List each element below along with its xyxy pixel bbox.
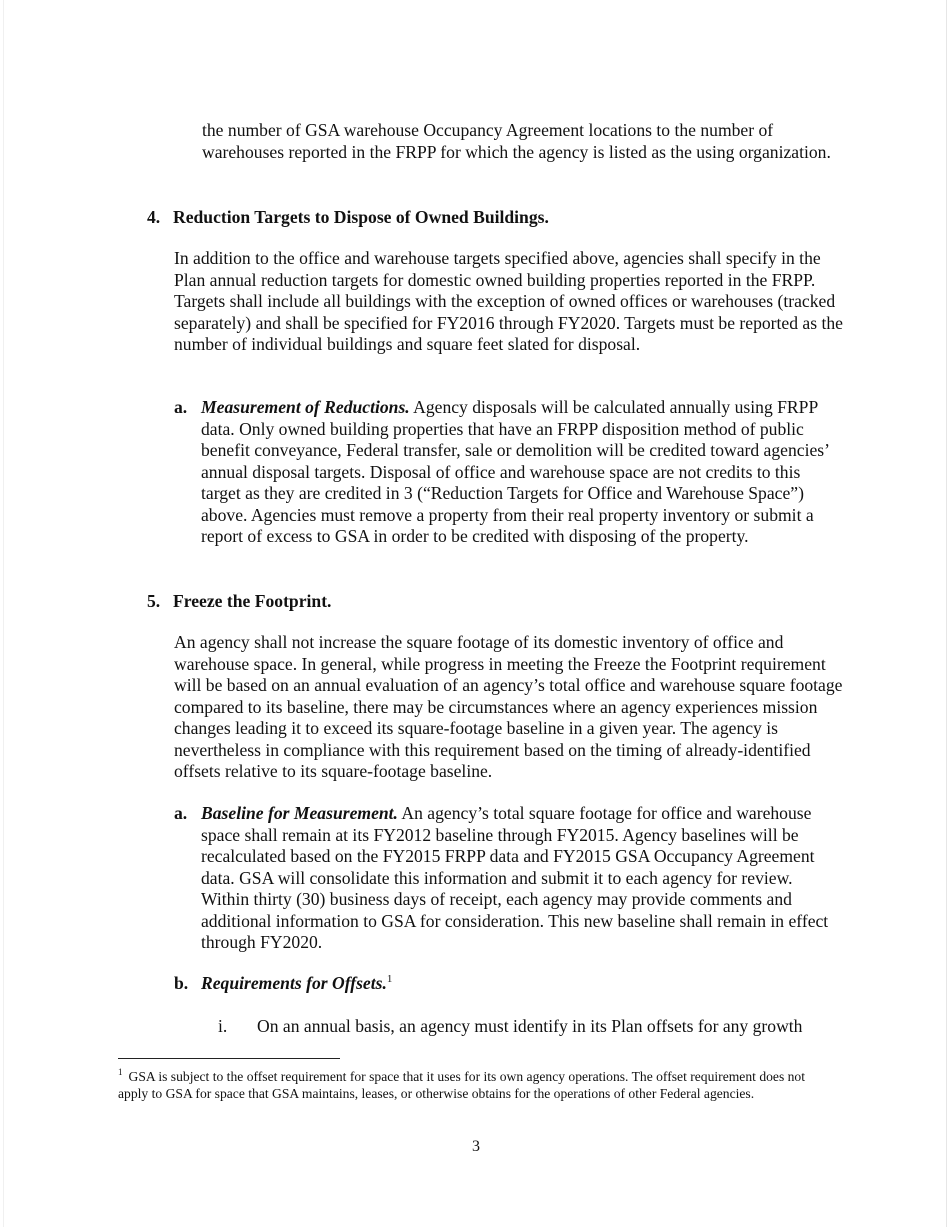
footnote-mark: 1 <box>118 1067 123 1078</box>
section-5a-paragraph <box>174 803 844 954</box>
scan-edge-right <box>946 0 947 1227</box>
section-5a-letter: a. <box>174 803 188 823</box>
section-5a-title: Baseline for Measurement. <box>201 803 398 823</box>
footnote-separator <box>118 1058 340 1059</box>
item-i-numeral: i. <box>218 1016 228 1036</box>
section-5b-title: Requirements for Offsets <box>201 973 383 993</box>
section-4a-text: Agency disposals will be calculated annually using FRPP data. Only owned building properties that have an FRPP disposition method of public benefit conveyance, Federal transfer, sale or demolition will be credited toward agencies’ annual disposal targets. Disposal of office and warehouse space are not credits to this target as they are credited in 3 (“Reduction Targets for Office and Warehouse Space”) above. Agencies must remove a property from their real property inventory or submit a report of excess to GSA in order to be credited with disposing of the property. <box>201 397 829 546</box>
section-4-heading <box>147 206 549 228</box>
section-5b-paragraph <box>174 973 844 995</box>
item-i-text: On an annual basis, an agency must identify in its Plan offsets for any growth <box>257 1016 803 1036</box>
footnote-reference[interactable]: 1 <box>386 973 393 986</box>
section-5b-letter: b. <box>174 973 189 993</box>
scan-edge-left <box>3 0 4 1227</box>
section-4a-paragraph <box>174 397 844 548</box>
page-number: 3 <box>472 1138 480 1155</box>
section-4a-title: Measurement of Reductions. <box>201 397 410 417</box>
footnote-text: GSA is subject to the offset requirement for space that it uses for its own agency operations. The offset requirement does not apply to GSA for space that GSA maintains, leases, or otherwise obtains for the operations of other Federal agencies. <box>118 1069 806 1101</box>
section-5-heading <box>147 590 331 612</box>
section-4-body: In addition to the office and warehouse targets specified above, agencies shall specify in the Plan annual reduction targets for domestic owned building properties reported in the FRPP. Targets shall include all buildings with the exception of owned offices or warehouses (tracked separately) and shall be specified for FY2016 through FY2020. Targets must be reported as the number of individual buildings and square feet slated for disposal. <box>174 248 843 354</box>
section-5b-title-period: . <box>382 973 387 993</box>
section-5-title: Freeze the Footprint. <box>173 591 332 611</box>
section-4-title: Reduction Targets to Dispose of Owned Buildings. <box>173 207 549 227</box>
section-5a-text: An agency’s total square footage for office and warehouse space shall remain at its FY2012 baseline through FY2015. Agency baselines will be recalculated based on the FY2015 FRPP data and FY2015 GSA Occupancy Agreement data. GSA will consolidate this information and submit it to each agency for review. Within thirty (30) business days of receipt, each agency may provide comments and additional information to GSA for consideration. This new baseline shall remain in effect through FY2020. <box>201 803 829 952</box>
footnote <box>118 1068 830 1102</box>
section-4-number: 4. <box>147 207 161 227</box>
section-4a-letter: a. <box>174 397 188 417</box>
continuation-paragraph: the number of GSA warehouse Occupancy Agreement locations to the number of warehouses reported in the FRPP for which the agency is listed as the using organization. <box>202 120 831 162</box>
section-5-number: 5. <box>147 591 161 611</box>
section-5-body: An agency shall not increase the square footage of its domestic inventory of office and warehouse space. In general, while progress in meeting the Freeze the Footprint requirement will be based on an annual evaluation of an agency’s total office and warehouse square footage compared to its baseline, there may be circumstances where an agency experiences mission changes leading it to exceed its square-footage baseline in a given year. The agency is nevertheless in compliance with this requirement based on the timing of already-identified offsets relative to its square-footage baseline. <box>174 632 843 781</box>
